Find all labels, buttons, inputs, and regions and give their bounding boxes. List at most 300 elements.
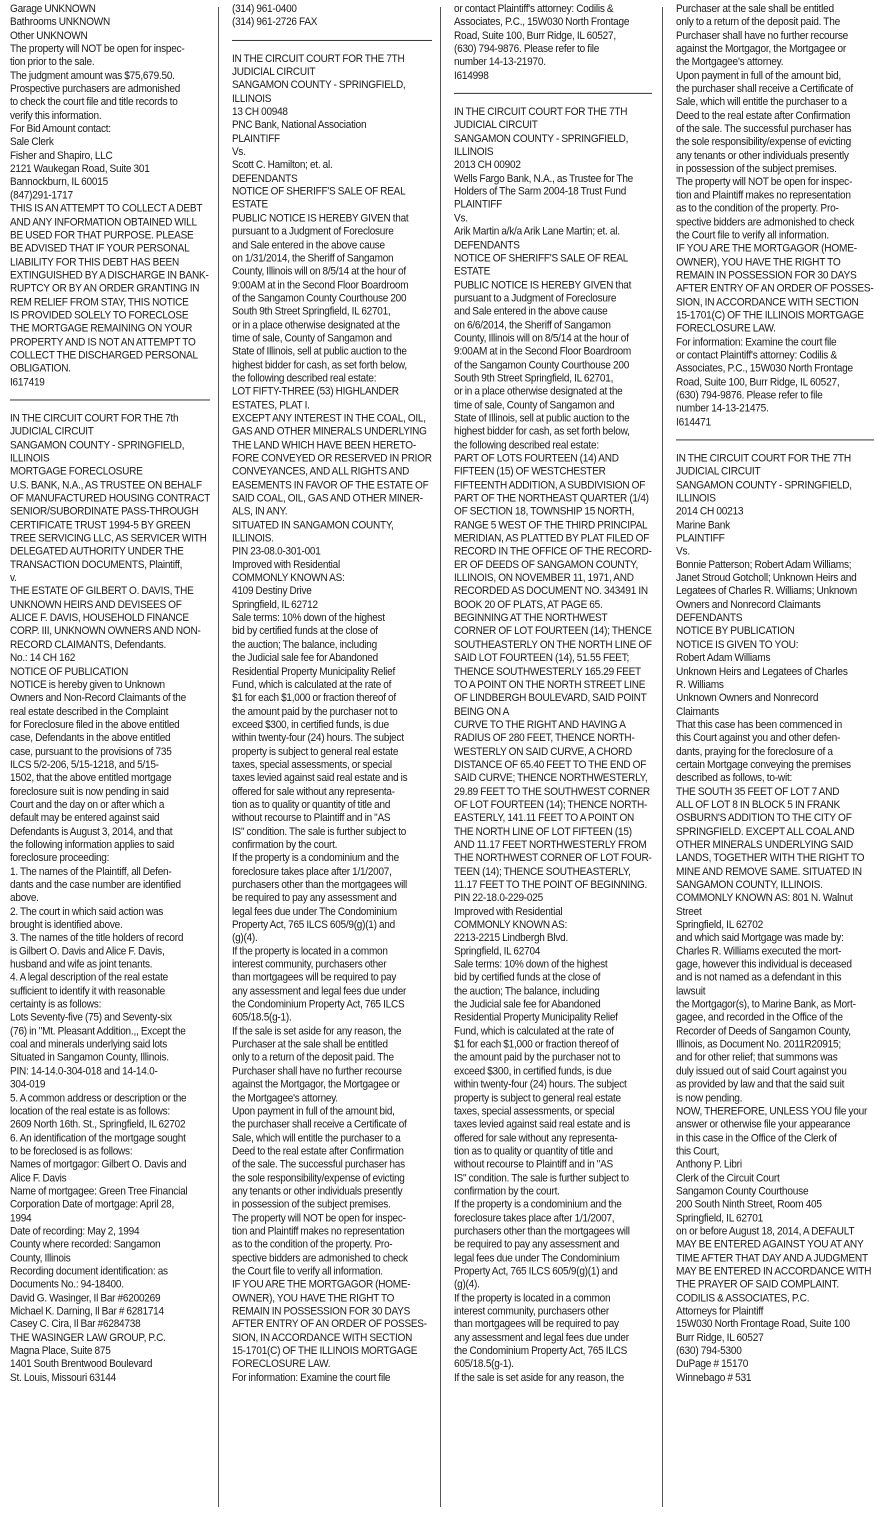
notice-text-line: PIN 22-18.0-229-025: [454, 892, 543, 905]
legal-notice: [232, 3, 432, 30]
notice-text-line: THENCE SOUTHWESTERLY 165.29 FEET: [454, 665, 641, 678]
notice-text-line: Janet Stroud Gotcholl; Unknown Heirs and: [676, 572, 857, 585]
notice-text-line: (g)(4).: [232, 932, 258, 945]
notice-text-line: tion and Plaintiff makes no representation: [676, 189, 851, 202]
notice-text-line: Robert Adam Williams: [676, 652, 771, 665]
notice-text-line: spective bidders are admonished to check: [676, 216, 855, 229]
notice-text-line: THE MORTGAGE REMAINING ON YOUR: [10, 322, 193, 335]
notice-text-line: County where recorded: Sangamon: [10, 1238, 161, 1251]
notice-text-line: I614998: [454, 69, 489, 82]
column-3: [454, 3, 652, 1511]
notice-text-line: case, pursuant to the provisions of 735: [10, 745, 172, 758]
notice-text-line: 200 South Ninth Street, Room 405: [676, 1198, 822, 1211]
notice-text-line: County, Illinois will on 8/5/14 at the hour of: [232, 265, 406, 278]
notice-text-line: Magna Place, Suite 875: [10, 1345, 111, 1358]
notice-text-line: than mortgagees will be required to pay: [454, 1318, 619, 1331]
notice-text-line: OBLIGATION.: [10, 362, 71, 375]
notice-text-line: GAS AND OTHER MINERALS UNDERLYING: [232, 425, 427, 438]
notice-text-line: of the Sangamon County Courthouse 200: [232, 292, 407, 305]
notice-text-line: OTHER MINERALS UNDERLYING SAID: [676, 838, 854, 851]
notice-text-line: SANGAMON COUNTY - SPRINGFIELD,: [10, 439, 185, 452]
notice-text-line: SAID LOT FOURTEEN (14), 51.55 FEET;: [454, 652, 630, 665]
notice-text-line: 9:00AM at in the Second Floor Boardroom: [232, 279, 409, 292]
notice-text-line: Michael K. Darning, Il Bar # 6281714: [10, 1305, 164, 1318]
notice-text-line: Upon payment in full of the amount bid,: [232, 1105, 395, 1118]
notice-text-line: CONVEYANCES, AND ALL RIGHTS AND: [232, 465, 410, 478]
notice-text-line: The property will NOT be open for inspec-: [10, 42, 185, 55]
notice-text-line: of the sale. The successful purchaser has: [232, 1158, 405, 1171]
notice-text-line: Springfield, IL 62701: [676, 1211, 763, 1224]
notice-text-line: foreclosure takes place after 1/1/2007,: [232, 865, 392, 878]
notice-text-line: Unknown Owners and Nonrecord: [676, 692, 819, 705]
notice-text-line: any tenants or other individuals presently: [676, 149, 849, 162]
notice-text-line: (847)291-1717: [10, 189, 73, 202]
notice-text-line: is Gilbert O. Davis and Alice F. Davis,: [10, 945, 165, 958]
notice-text-line: AND 11.17 FEET NORTHWESTERLY FROM: [454, 838, 647, 851]
notice-text-line: to be foreclosed is as follows:: [10, 1145, 133, 1158]
notice-text-line: ILLINOIS: [454, 145, 494, 158]
notice-text-line: the auction; The balance, including: [454, 985, 600, 998]
notice-separator: [232, 40, 432, 41]
notice-text-line: If the property is located in a common: [454, 1291, 611, 1304]
notice-text-line: the Court file to verify all information.: [676, 229, 829, 242]
notice-text-line: confirmation by the court.: [232, 838, 338, 851]
notice-text-line: ER OF DEEDS OF SANGAMON COUNTY,: [454, 559, 638, 571]
notice-text-line: against the Mortgagor, the Mortgagee or: [232, 1078, 400, 1091]
notice-text-line: NOTICE OF SHERIFF'S SALE OF REAL: [454, 252, 629, 265]
notice-text-line: PNC Bank, National Association: [232, 119, 367, 132]
notice-text-line: Fund, which is calculated at the rate of: [232, 678, 392, 691]
notice-text-line: NOTICE OF PUBLICATION: [10, 665, 129, 678]
notice-text-line: exceed $300, in certified funds, is due: [232, 718, 389, 731]
notice-text-line: UNKNOWN HEIRS AND DEVISEES OF: [10, 598, 182, 611]
notice-text-line: purchasers other than the mortgagees will: [454, 1225, 630, 1238]
notice-text-line: than mortgagees will be required to pay: [232, 972, 397, 985]
notice-text-line: ALS, IN ANY.: [232, 505, 288, 518]
notice-text-line: MORTGAGE FORECLOSURE: [10, 465, 143, 478]
notice-text-line: NOTICE IS GIVEN TO YOU:: [676, 638, 799, 651]
notice-text-line: AFTER ENTRY OF AN ORDER OF POSSES-: [232, 1318, 427, 1331]
notice-text-line: foreclosure suit is now pending in said: [10, 785, 169, 798]
legal-notice: [676, 3, 874, 429]
notice-text-line: NOTICE OF SHERIFF'S SALE OF REAL: [232, 185, 406, 198]
notice-text-line: 2213-2215 Lindbergh Blvd.: [454, 932, 569, 945]
notice-text-line: and for other relief; that summons was: [676, 1052, 838, 1065]
notice-text-line: location of the real estate is as follows:: [10, 1105, 170, 1118]
notice-text-line: time of sale, County of Sangamon and: [454, 399, 615, 412]
column-1: [10, 3, 210, 1511]
column-divider: [218, 7, 219, 1507]
notice-text-line: BE ADVISED THAT IF YOUR PERSONAL: [10, 242, 190, 255]
notice-text-line: RECORDED AS DOCUMENT NO. 343491 IN: [454, 585, 648, 598]
notice-text-line: PART OF LOTS FOURTEEN (14) AND: [454, 452, 619, 465]
column-divider: [662, 7, 663, 1507]
notice-text-line: Property Act, 765 ILCS 605/9(g)(1) and: [232, 918, 395, 931]
notice-text-line: within twenty-four (24) hours. The subject: [232, 732, 404, 745]
notice-text-line: Court and the day on or after which a: [10, 798, 165, 811]
notice-text-line: Owners and Nonrecord Claimants: [676, 598, 821, 611]
notice-text-line: and is not named as a defendant in this: [676, 972, 842, 985]
notice-text-line: the Mortgagee's attorney.: [676, 56, 784, 69]
notice-text-line: THE ESTATE OF GILBERT O. DAVIS, THE: [10, 585, 194, 598]
notice-text-line: 15W030 North Frontage Road, Suite 100: [676, 1318, 850, 1331]
notice-text-line: TIME AFTER THAT DAY AND A JUDGMENT: [676, 1251, 868, 1264]
notice-text-line: and which said Mortgage was made by:: [676, 932, 844, 945]
notice-text-line: Alice F. Davis: [10, 1172, 67, 1184]
notice-text-line: South 9th Street Springfield, IL 62701,: [232, 305, 391, 318]
notice-text-line: If the sale is set aside for any reason, the: [232, 1025, 402, 1038]
notice-text-line: Springfield, IL 62712: [232, 598, 318, 611]
notice-text-line: Associates, P.C., 15W030 North Frontage: [454, 16, 630, 29]
legal-notice: [676, 452, 874, 1385]
notice-text-line: Names of mortgagor: Gilbert O. Davis and: [10, 1158, 187, 1171]
notice-text-line: any assessment and legal fees due under: [232, 985, 407, 998]
notice-text-line: bid by certified funds at the close of: [232, 625, 378, 638]
notice-text-line: NOTICE BY PUBLICATION: [676, 625, 795, 638]
notice-text-line: REMAIN IN POSSESSION FOR 30 DAYS: [676, 269, 857, 282]
notice-text-line: property is subject to general real estate: [232, 745, 399, 758]
notice-text-line: 2014 CH 00213: [676, 505, 744, 518]
notice-text-line: tion as to quality or quantity of title and: [454, 1145, 613, 1158]
column-4: [676, 3, 874, 1511]
notice-text-line: St. Louis, Missouri 63144: [10, 1371, 116, 1384]
notice-text-line: Unknown Heirs and Legatees of Charles: [676, 665, 848, 678]
notice-text-line: OF SECTION 18, TOWNSHIP 15 NORTH,: [454, 505, 635, 518]
notice-text-line: EASEMENTS IN FAVOR OF THE ESTATE OF: [232, 479, 429, 492]
notice-text-line: legal fees due under The Condominium: [232, 905, 397, 918]
notice-text-line: Sale, which will entitle the purchaser to a: [232, 1132, 401, 1145]
notice-text-line: Date of recording: May 2, 1994: [10, 1225, 140, 1238]
notice-text-line: foreclosure proceeding:: [10, 852, 110, 865]
notice-text-line: 2609 North 16th. St., Springfield, IL 62702: [10, 1118, 186, 1131]
notice-text-line: Vs.: [676, 545, 690, 558]
notice-text-line: DEFENDANTS: [454, 239, 520, 252]
notice-text-line: ILCS 5/2-206, 5/15-1218, and 5/15-: [10, 758, 159, 771]
notice-text-line: No.: 14 CH 162: [10, 652, 76, 665]
notice-text-line: Anthony P. Libri: [676, 1158, 742, 1171]
notice-text-line: the amount paid by the purchaser not to: [454, 1052, 621, 1065]
notice-text-line: IF YOU ARE THE MORTGAGOR (HOME-: [676, 242, 857, 255]
notice-text-line: case, Defendants in the above entitled: [10, 732, 171, 745]
notice-text-line: If the property is a condominium and the: [454, 1198, 622, 1211]
notice-text-line: (630) 794-5300: [676, 1345, 742, 1358]
notice-text-line: the sole responsibility/expense of evicting: [232, 1172, 405, 1184]
notice-text-line: ESTATE: [232, 199, 268, 212]
notice-text-line: PROPERTY AND IS NOT AN ATTEMPT TO: [10, 336, 196, 349]
notice-text-line: Bannockburn, IL 60015: [10, 176, 108, 189]
notice-text-line: State of Illinois, sell at public auction to the: [232, 345, 407, 358]
legal-notice: [454, 3, 652, 83]
column-divider: [440, 7, 441, 1507]
notice-text-line: PLAINTIFF: [676, 532, 725, 545]
notice-text-line: offered for sale without any representa-: [454, 1132, 618, 1145]
notice-text-line: SITUATED IN SANGAMON COUNTY,: [232, 519, 394, 532]
notice-text-line: IS PROVIDED SOLELY TO FORECLOSE: [10, 309, 189, 322]
notice-text-line: THE SOUTH 35 FEET OF LOT 7 AND: [676, 785, 840, 798]
notice-text-line: only to a return of the deposit paid. The: [232, 1052, 394, 1065]
notice-text-line: the Condominium Property Act, 765 ILCS: [232, 998, 405, 1011]
notice-text-line: of the Sangamon County Courthouse 200: [454, 359, 630, 372]
notice-text-line: EXCEPT ANY INTEREST IN THE COAL, OIL,: [232, 412, 426, 425]
notice-text-line: IN THE CIRCUIT COURT FOR THE 7TH: [676, 452, 851, 465]
notice-text-line: Lots Seventy-five (75) and Seventy-six: [10, 1012, 172, 1025]
notice-text-line: or in a place otherwise designated at the: [454, 385, 623, 398]
notice-text-line: OF MANUFACTURED HOUSING CONTRACT: [10, 492, 210, 505]
notice-text-line: bid by certified funds at the close of: [454, 972, 601, 985]
notice-text-line: Legatees of Charles R. Williams; Unknown: [676, 585, 858, 598]
notice-text-line: tion prior to the sale.: [10, 56, 95, 69]
notice-text-line: Situated in Sangamon County, Illinois.: [10, 1052, 169, 1065]
notice-text-line: tion and Plaintiff makes no representation: [232, 1225, 405, 1238]
notice-text-line: (314) 961-0400: [232, 3, 297, 15]
notice-text-line: 1401 South Brentwood Boulevard: [10, 1358, 153, 1371]
notice-text-line: LANDS, TOGETHER WITH THE RIGHT TO: [676, 852, 865, 865]
notice-text-line: within twenty-four (24) hours. The subject: [454, 1078, 627, 1091]
notice-text-line: 11.17 FEET TO THE POINT OF BEGINNING.: [454, 878, 648, 891]
notice-text-line: NOW, THEREFORE, UNLESS YOU file your: [676, 1105, 868, 1118]
notice-text-line: pursuant to a Judgment of Foreclosure: [454, 292, 617, 305]
notice-text-line: I614471: [676, 416, 711, 429]
notice-text-line: Bonnie Patterson; Robert Adam Williams;: [676, 559, 852, 571]
notice-text-line: JUDICIAL CIRCUIT: [676, 465, 761, 478]
notice-text-line: Garage UNKNOWN: [10, 3, 96, 15]
notice-text-line: in possession of the subject premises.: [676, 162, 837, 175]
notice-separator: [10, 399, 210, 400]
notice-text-line: on 1/31/2014, the Sheriff of Sangamon: [232, 252, 394, 265]
notice-text-line: 2. The court in which said action was: [10, 905, 164, 918]
notice-text-line: Purchaser at the sale shall be entitled: [676, 3, 834, 15]
notice-text-line: County, Illinois: [10, 1251, 71, 1264]
notice-text-line: LIABILITY FOR THIS DEBT HAS BEEN: [10, 256, 180, 269]
notice-text-line: U.S. BANK, N.A., AS TRUSTEE ON BEHALF: [10, 479, 202, 492]
notice-text-line: taxes, special assessments, or special: [232, 758, 392, 771]
notice-text-line: to check the court file and title records to: [10, 96, 178, 109]
notice-text-line: Corporation Date of mortgage: April 28,: [10, 1198, 175, 1211]
notice-text-line: pursuant to a Judgment of Foreclosure: [232, 225, 394, 238]
notice-text-line: The property will NOT be open for inspec-: [232, 1211, 406, 1224]
notice-text-line: FIFTEENTH ADDITION, A SUBDIVISION OF: [454, 479, 646, 492]
notice-text-line: 1994: [10, 1211, 32, 1224]
notice-text-line: brought is identified above.: [10, 918, 123, 931]
notice-text-line: Road, Suite 100, Burr Ridge, IL 60527,: [454, 29, 616, 42]
notice-text-line: the amount paid by the purchaser not to: [232, 705, 398, 718]
notice-text-line: on or before August 18, 2014, A DEFAULT: [676, 1225, 855, 1238]
notice-text-line: ESTATES, PLAT I.: [232, 399, 310, 412]
notice-text-line: PIN 23-08.0-301-001: [232, 545, 321, 558]
notice-text-line: answer or otherwise file your appearance: [676, 1118, 851, 1131]
notice-text-line: CERTIFICATE TRUST 1994-5 BY GREEN: [10, 519, 191, 532]
notice-text-line: ILLINOIS: [10, 452, 50, 465]
notice-text-line: Residential Property Municipality Relief: [454, 1012, 618, 1025]
notice-text-line: DuPage # 15170: [676, 1358, 749, 1371]
notice-text-line: as to the condition of the property. Pro-: [232, 1238, 393, 1251]
notice-text-line: for Foreclosure filed in the above entitled: [10, 718, 180, 731]
notice-text-line: DEFENDANTS: [232, 172, 298, 185]
notice-text-line: THIS IS AN ATTEMPT TO COLLECT A DEBT: [10, 202, 203, 215]
notice-text-line: 5. A common address or description or the: [10, 1092, 187, 1105]
notice-text-line: number 14-13-21475.: [676, 402, 769, 415]
notice-text-line: only to a return of the deposit paid. The: [676, 16, 841, 29]
notice-text-line: COLLECT THE DISCHARGED PERSONAL: [10, 349, 198, 362]
notice-text-line: State of Illinois, sell at public auction to the: [454, 412, 630, 425]
notice-text-line: DELEGATED AUTHORITY UNDER THE: [10, 545, 184, 558]
notice-text-line: Fund, which is calculated at the rate of: [454, 1025, 614, 1038]
notice-text-line: 1. The names of the Plaintiff, all Defen-: [10, 865, 172, 878]
notice-text-line: the following described real estate:: [454, 439, 599, 452]
notice-text-line: dants, praying for the foreclosure of a: [676, 745, 833, 758]
notice-text-line: 1502, that the above entitled mortgage: [10, 772, 172, 785]
notice-text-line: 13 CH 00948: [232, 105, 288, 118]
notice-text-line: be required to pay any assessment and: [454, 1238, 620, 1251]
notice-text-line: IS" condition. The sale is further subject to: [454, 1172, 629, 1184]
notice-text-line: MINE AND REMOVE SAME. SITUATED IN: [676, 865, 862, 878]
notice-text-line: Sale, which will entitle the purchaser to a: [676, 96, 847, 109]
notice-text-line: Scott C. Hamilton; et. al.: [232, 159, 333, 172]
notice-text-line: RUPTCY OR BY AN ORDER GRANTING IN: [10, 282, 200, 295]
notice-text-line: highest bidder for cash, as set forth below,: [232, 359, 407, 372]
notice-text-line: South 9th Street Springfield, IL 62701,: [454, 372, 614, 385]
notice-text-line: on 6/6/2014, the Sheriff of Sangamon: [454, 319, 611, 332]
notice-text-line: lawsuit: [676, 985, 706, 998]
notice-text-line: OF LINDBERGH BOULEVARD, SAID POINT: [454, 692, 647, 705]
notice-text-line: For Bid Amount contact:: [10, 122, 111, 135]
notice-text-line: IN THE CIRCUIT COURT FOR THE 7th: [10, 412, 179, 425]
notice-text-line: the auction; The balance, including: [232, 638, 377, 651]
notice-text-line: be required to pay any assessment and: [232, 892, 397, 905]
notice-text-line: Casey C. Cira, Il Bar #6284738: [10, 1318, 141, 1331]
notice-text-line: Road, Suite 100, Burr Ridge, IL 60527,: [676, 376, 840, 389]
notice-text-line: certainty is as follows:: [10, 998, 102, 1011]
notice-text-line: in this case in the Office of the Clerk of: [676, 1132, 837, 1145]
notice-text-line: certain Mortgage conveying the premises: [676, 758, 851, 771]
column-2: [232, 3, 432, 1511]
notice-text-line: FORECLOSURE LAW.: [232, 1358, 331, 1371]
notice-text-line: BEGINNING AT THE NORTHWEST: [454, 612, 608, 625]
notice-text-line: the following described real estate:: [232, 372, 377, 385]
notice-text-line: 29.89 FEET TO THE SOUTHWEST CORNER: [454, 785, 650, 798]
notice-text-line: THE PRAYER OF SAID COMPLAINT.: [676, 1278, 839, 1291]
notice-text-line: Recorder of Deeds of Sangamon County,: [676, 1025, 851, 1038]
notice-text-line: taxes levied against said real estate and is: [232, 772, 408, 785]
notice-text-line: LOT FIFTY-THREE (53) HIGHLANDER: [232, 385, 399, 398]
notice-text-line: RANGE 5 WEST OF THE THIRD PRINCIPAL: [454, 519, 648, 532]
notice-text-line: PART OF THE NORTHEAST QUARTER (1/4): [454, 492, 649, 505]
notice-text-line: The judgment amount was $75,679.50.: [10, 69, 175, 82]
notice-text-line: Upon payment in full of the amount bid,: [676, 69, 841, 82]
notice-text-line: I617419: [10, 376, 45, 389]
notice-text-line: For information: Examine the court file: [232, 1371, 391, 1384]
notice-text-line: Holders of The Sarm 2004-18 Trust Fund: [454, 185, 627, 198]
notice-text-line: $1 for each $1,000 or fraction thereof of: [454, 1038, 619, 1051]
notice-text-line: 2121 Waukegan Road, Suite 301: [10, 162, 150, 175]
notice-text-line: sufficient to identify it with reasonable: [10, 985, 166, 998]
notice-text-line: JUDICIAL CIRCUIT: [454, 119, 538, 132]
notice-text-line: That this case has been commenced in: [676, 718, 842, 731]
notice-text-line: DEFENDANTS: [676, 612, 743, 625]
notice-text-line: SANGAMON COUNTY - SPRINGFIELD,: [454, 132, 629, 145]
notice-text-line: taxes, special assessments, or special: [454, 1105, 615, 1118]
notice-text-line: 304-019: [10, 1078, 46, 1091]
notice-text-line: Wells Fargo Bank, N.A., as Trustee for The: [454, 172, 634, 185]
notice-text-line: ILLINOIS: [232, 92, 272, 105]
notice-text-line: Burr Ridge, IL 60527: [676, 1331, 764, 1344]
notice-text-line: SAID COAL, OIL, GAS AND OTHER MINER-: [232, 492, 423, 505]
notice-text-line: ILLINOIS.: [232, 532, 274, 545]
notice-text-line: 605/18.5(g-1).: [454, 1358, 514, 1371]
notice-text-line: 6. An identification of the mortgage sought: [10, 1132, 186, 1145]
notice-text-line: Charles R. Williams executed the mort-: [676, 945, 842, 958]
notice-text-line: Defendants is August 3, 2014, and that: [10, 825, 173, 838]
notice-text-line: Deed to the real estate after Confirmation: [676, 109, 851, 122]
notice-text-line: without recourse to Plaintiff and in "AS: [232, 812, 391, 825]
notice-text-line: time of sale, County of Sangamon and: [232, 332, 392, 345]
notice-text-line: IF YOU ARE THE MORTGAGOR (HOME-: [232, 1278, 411, 1291]
notice-text-line: SANGAMON COUNTY - SPRINGFIELD,: [232, 79, 406, 92]
notice-text-line: PIN: 14-14.0-304-018 and 14-14.0-: [10, 1065, 158, 1078]
notice-text-line: offered for sale without any representa-: [232, 785, 395, 798]
notice-text-line: Recording document identification: as: [10, 1265, 168, 1278]
notice-text-line: TRANSACTION DOCUMENTS, Plaintiff,: [10, 559, 183, 571]
notice-text-line: gage, however this individual is deceased: [676, 958, 852, 971]
notice-text-line: exceed $300, in certified funds, is due: [454, 1065, 612, 1078]
notice-text-line: RADIUS OF 280 FEET, THENCE NORTH-: [454, 732, 635, 745]
notice-text-line: or contact Plaintiff's attorney: Codilis &: [454, 3, 614, 15]
notice-text-line: and Sale entered in the above cause: [454, 305, 608, 318]
notice-text-line: default may be entered against said: [10, 812, 160, 825]
notice-text-line: THE WASINGER LAW GROUP, P.C.: [10, 1331, 166, 1344]
notice-text-line: as to the condition of the property. Pro-: [676, 202, 839, 215]
notice-text-line: Owners and Non-Record Claimants of the: [10, 692, 186, 705]
notice-text-line: or in a place otherwise designated at the: [232, 319, 400, 332]
notice-text-line: CODILIS & ASSOCIATES, P.C.: [676, 1291, 810, 1304]
notice-text-line: FIFTEEN (15) OF WESTCHESTER: [454, 465, 606, 478]
notice-text-line: Residential Property Municipality Relief: [232, 665, 396, 678]
notice-text-line: THE LAND WHICH HAVE BEEN HERETO-: [232, 439, 416, 452]
notice-text-line: Sale terms: 10% down of the highest: [232, 612, 385, 625]
notice-text-line: SION, IN ACCORDANCE WITH SECTION: [676, 296, 859, 309]
notice-text-line: Improved with Residential: [232, 559, 340, 571]
legal-notice: [232, 53, 432, 1386]
notice-text-line: Illinois, as Document No. 2011R20915;: [676, 1038, 841, 1051]
notice-text-line: described as follows, to-wit:: [676, 772, 793, 785]
notice-text-line: Springfield, IL 62704: [454, 945, 541, 958]
notice-text-line: Vs.: [454, 212, 468, 225]
legal-notice: [454, 106, 652, 1385]
notice-text-line: TO A POINT ON THE NORTH STREET LINE: [454, 678, 646, 691]
notice-text-line: REM RELIEF FROM STAY, THIS NOTICE: [10, 296, 189, 309]
notice-text-line: Vs.: [232, 145, 246, 158]
notice-text-line: CORNER OF LOT FOURTEEN (14); THENCE: [454, 625, 652, 638]
notice-text-line: is now pending.: [676, 1092, 743, 1105]
notice-text-line: IN THE CIRCUIT COURT FOR THE 7TH: [454, 105, 628, 118]
notice-text-line: BOOK 20 OF PLATS, AT PAGE 65.: [454, 598, 603, 611]
notice-text-line: (630) 794-9876. Please refer to file: [676, 389, 823, 402]
notice-text-line: OF LOT FOURTEEN (14); THENCE NORTH-: [454, 798, 648, 811]
notice-text-line: this Court,: [676, 1145, 720, 1158]
notice-text-line: duly issued out of said Court against you: [676, 1065, 847, 1078]
notice-text-line: verify this information.: [10, 109, 102, 122]
notice-text-line: If the sale is set aside for any reason, the: [454, 1371, 625, 1384]
notice-text-line: COMMONLY KNOWN AS:: [232, 572, 345, 585]
notice-text-line: the Court file to verify all information.: [232, 1265, 383, 1278]
notice-text-line: PUBLIC NOTICE IS HEREBY GIVEN that: [454, 279, 632, 292]
notice-text-line: 4109 Destiny Drive: [232, 585, 312, 598]
notice-text-line: Bathrooms UNKNOWN: [10, 16, 111, 29]
notice-text-line: ILLINOIS, ON NOVEMBER 11, 1971, AND: [454, 572, 634, 585]
notice-text-line: $1 for each $1,000 or fraction thereof of: [232, 692, 396, 705]
notice-text-line: foreclosure takes place after 1/1/2007,: [454, 1211, 615, 1224]
legal-notice: [10, 3, 210, 389]
